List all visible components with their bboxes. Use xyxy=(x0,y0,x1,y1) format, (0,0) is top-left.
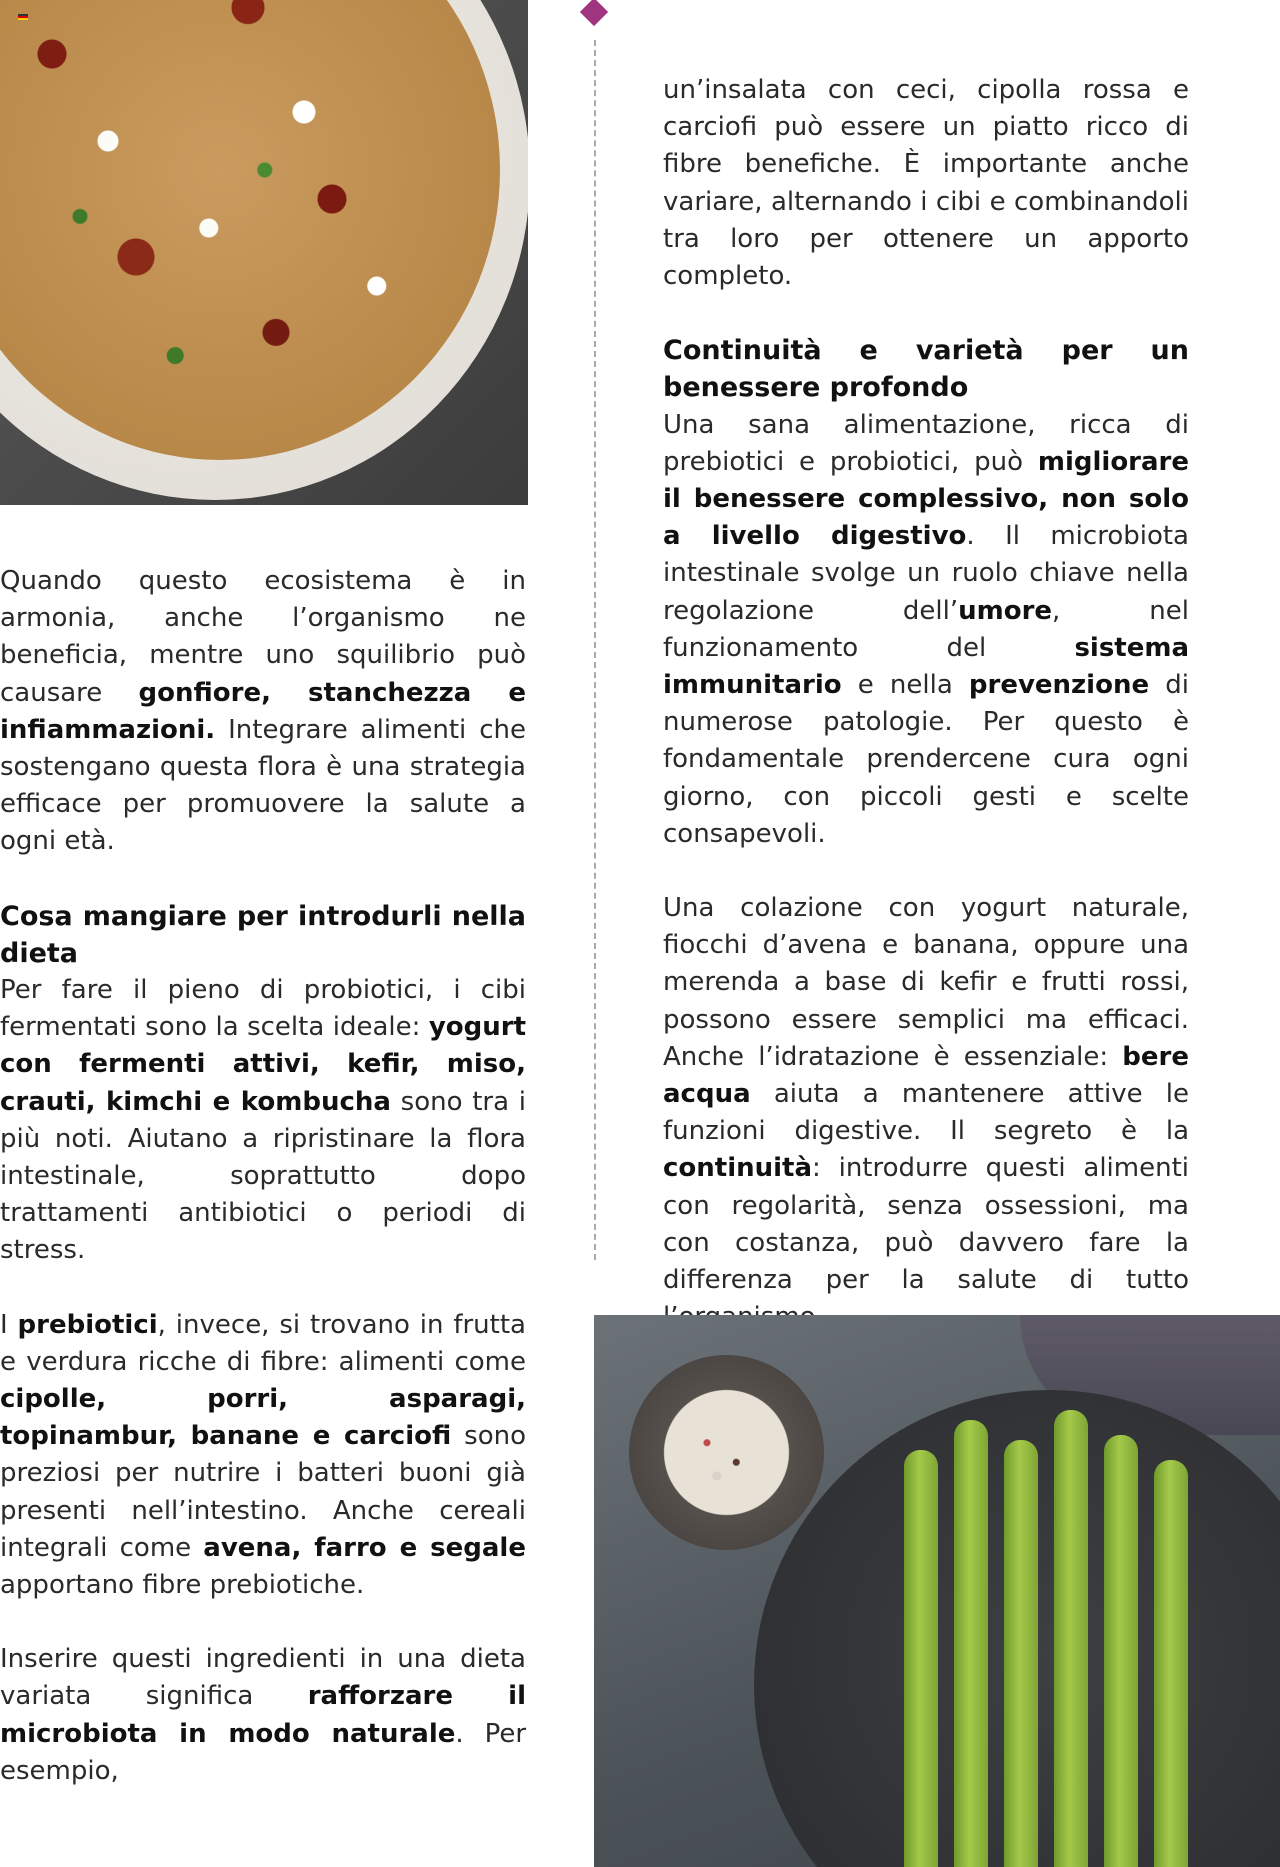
bold-text: cipolle, porri, asparagi, topinambur, banane e carciofi xyxy=(0,1384,526,1452)
paragraph: un’insalata con ceci, cipolla rossa e carciofi può essere un piatto ricco di fibre benefiche. È importante anche variare, alternando i cibi e combinandoli tra loro per ottenere un apporto completo. xyxy=(663,75,1189,292)
column-divider xyxy=(594,40,596,1260)
paragraph xyxy=(0,1641,526,1790)
spice-bowl xyxy=(629,1355,824,1550)
diamond-icon xyxy=(580,0,608,26)
bold-text: bere acqua xyxy=(663,1041,1189,1110)
text: . Il microbiota intestinale svolge un ruolo chiave nella regolazione dell’ xyxy=(663,521,1189,626)
bold-text: continuità xyxy=(663,1153,813,1184)
text: aiuta a mantenere attive le funzioni digestive. Il segreto è la xyxy=(663,1079,1189,1147)
text: : introdurre questi alimenti con regolarità, senza ossessioni, ma con costanza, può davvero fare la differenza per la salute di tutto xyxy=(663,1153,1189,1296)
text: , nel funzionamento del xyxy=(663,595,1189,663)
section-heading: Cosa mangiare per introdurli nella dieta xyxy=(0,900,526,969)
text: apportano fibre prebiotiche. xyxy=(0,1570,365,1601)
bold-text: yogurt con fermenti attivi, kefir, miso, crauti, kimchi e kombucha xyxy=(0,1012,526,1117)
asparagus-spear xyxy=(904,1450,938,1867)
text: e nella xyxy=(841,670,969,701)
bold-text: prevenzione xyxy=(968,670,1150,701)
paragraph xyxy=(663,890,1189,1336)
asparagus-spear xyxy=(954,1420,988,1867)
bold-text: umore xyxy=(958,595,1053,626)
bold-text: sistema immunitario xyxy=(663,632,1189,701)
plate xyxy=(754,1390,1280,1867)
left-column xyxy=(0,563,526,1790)
text: , invece, si trovano in frutta e verdura ricche di fibre: alimenti come xyxy=(0,1309,526,1377)
bold-text: rafforzare il microbiota in modo naturale xyxy=(0,1681,526,1749)
asparagus-spear xyxy=(1054,1410,1088,1867)
text: I xyxy=(0,1309,18,1340)
bold-text: migliorare il benessere complessivo, non solo a livello digestivo xyxy=(663,446,1189,552)
asparagus-spear xyxy=(1104,1435,1138,1867)
text: . Per esempio, xyxy=(0,1718,527,1786)
farro-salad-photo xyxy=(0,0,528,505)
text: Integrare alimenti che sostengano questa flora è una strategia efficace per promuovere la salute a ogni età. xyxy=(0,714,526,857)
asparagus-spear xyxy=(1154,1460,1188,1867)
text: di numerose patologie. Per questo è fondamentale prendercene cura ogni giorno, con piccoli gesti e scelte consapevoli. xyxy=(663,670,1189,849)
paragraph xyxy=(663,407,1189,853)
text: Per fare il pieno di probiotici, i cibi fermentati sono la scelta ideale: xyxy=(0,975,526,1043)
bold-text: prebiotici xyxy=(17,1309,158,1340)
asparagus-spear xyxy=(1004,1440,1038,1867)
bold-text: gonfiore, stanchezza e infiammazioni. xyxy=(0,677,526,745)
bold-text: avena, farro e segale xyxy=(203,1532,526,1563)
text: Una sana alimentazione, ricca di prebiotici e probiotici, può xyxy=(663,409,1189,477)
text: Quando questo ecosistema è in armonia, anche l’organismo ne beneficia, mentre uno squilibrio può causare xyxy=(0,566,526,708)
text: sono tra i più noti. Aiutano a ripristinare la flora intestinale, soprattutto dopo trattamenti antibiotici o periodi di stress. xyxy=(0,1086,526,1266)
text: Una colazione con yogurt naturale, fiocchi d’avena e banana, oppure una merenda a base di kefir e frutti rossi, possono essere semplici ma efficaci. Anche l’idratazione è essenziale: xyxy=(663,893,1189,1072)
right-column xyxy=(663,72,1189,1337)
asparagus-photo xyxy=(594,1315,1280,1867)
section-heading: Continuità e varietà per un benessere profondo xyxy=(663,335,1189,404)
text: Inserire questi ingredienti in una dieta variata significa xyxy=(0,1644,526,1712)
paragraph xyxy=(0,972,526,1270)
flag-icon xyxy=(18,14,28,20)
paragraph xyxy=(0,563,526,861)
text: sono preziosi per nutrire i batteri buoni già presenti nell’intestino. Anche cereali integrali come xyxy=(0,1421,527,1563)
paragraph xyxy=(0,1307,526,1605)
